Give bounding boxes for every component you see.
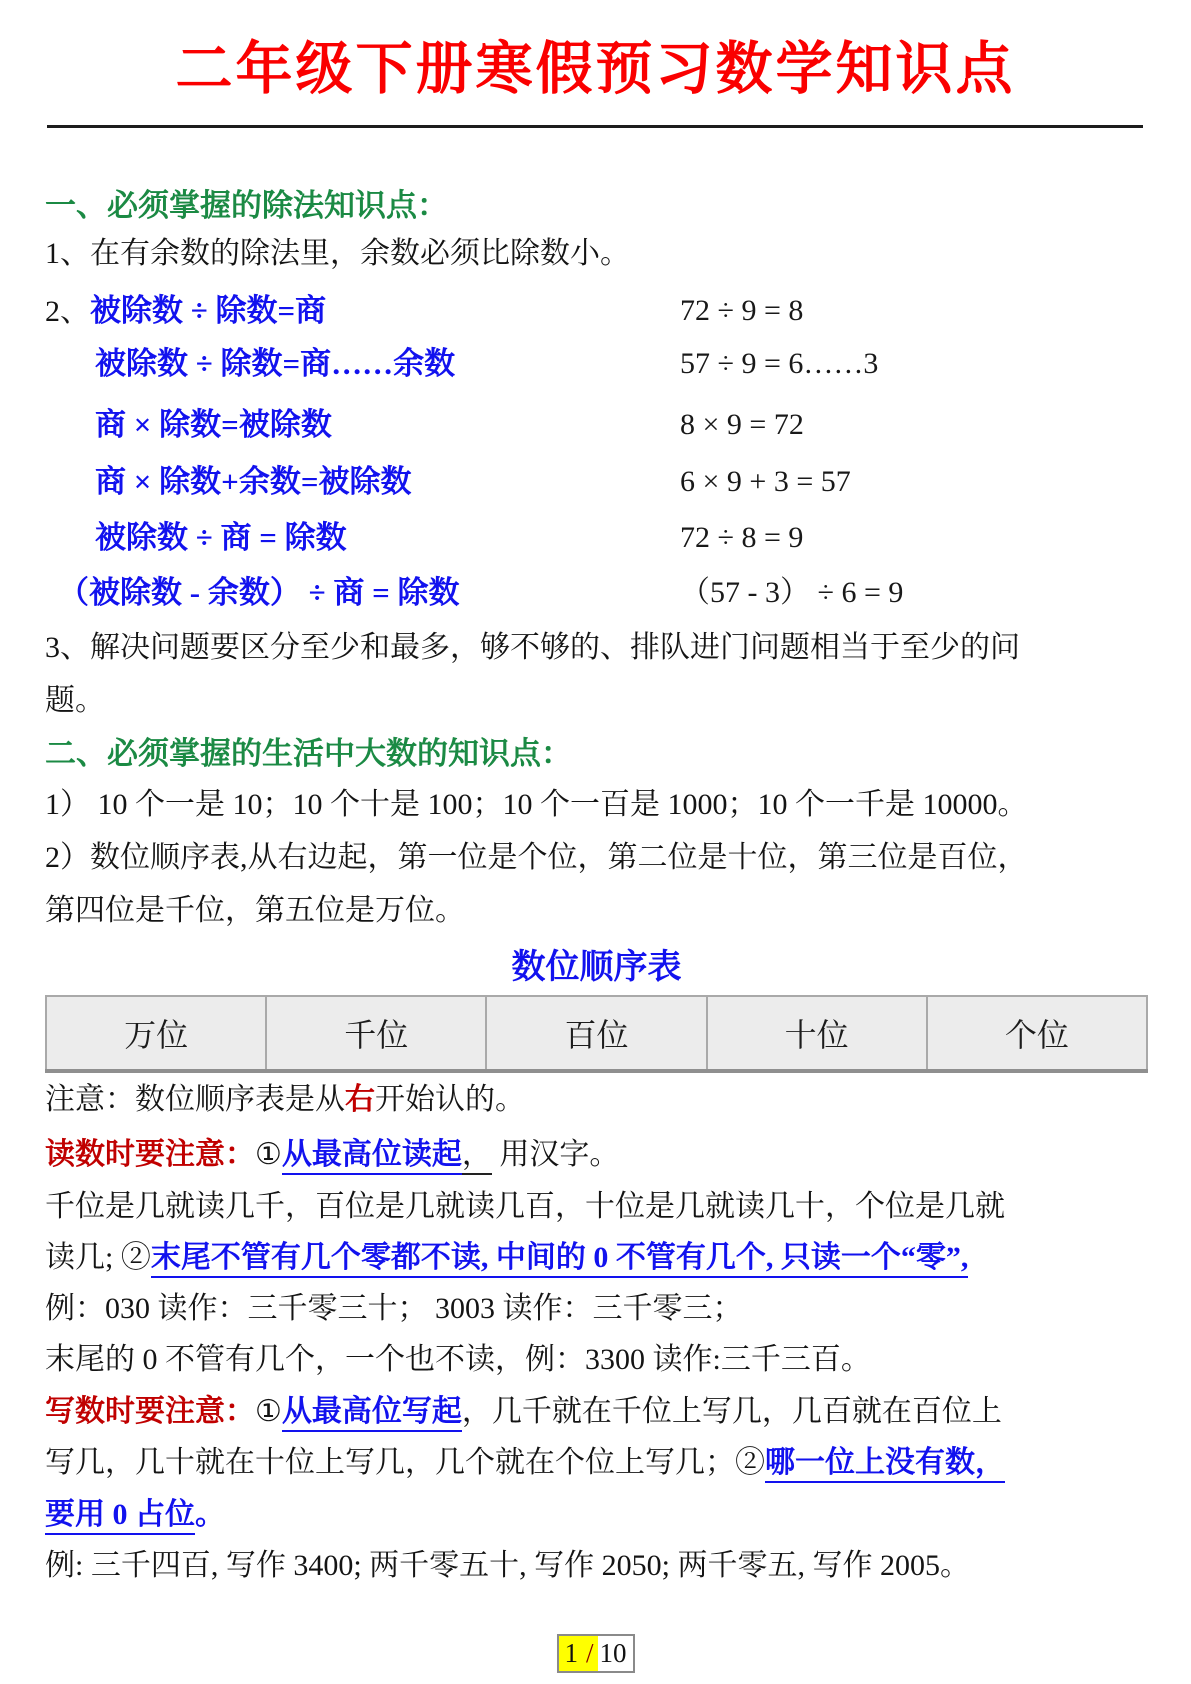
equation: 6 × 9 + 3 = 57 — [680, 465, 851, 498]
writing-rule-line3: 要用 0 占位。 — [45, 1489, 1148, 1541]
note-highlight-right: 右 — [345, 1083, 375, 1116]
page-number-highlight — [558, 1636, 597, 1671]
page-separator: / — [585, 1638, 594, 1668]
place-value-table — [45, 995, 1148, 1073]
circled-one: ① — [255, 1138, 282, 1171]
writing-rule1: 从最高位写起 — [282, 1395, 462, 1432]
writing-rule-line1: 写数时要注意：①从最高位写起，几千就在千位上写几，几百就在百位上 — [45, 1386, 1148, 1438]
table-note: 注意：数位顺序表是从右开始认的。 — [45, 1083, 525, 1116]
formula-dividend-minus-remainder: （被除数 - 余数） ÷ 商 = 除数 — [58, 575, 460, 610]
place-value-table-title: 数位顺序表 — [511, 949, 682, 986]
writing-label: 写数时要注意： — [45, 1395, 255, 1428]
writing-rule2: 哪一位上没有数， — [765, 1446, 1005, 1483]
writing-rule-line2: 写几，几十就在十位上写几，几个就在个位上写几；②哪一位上没有数， — [45, 1437, 1148, 1489]
section2-item1: 1） 10 个一是 10；10 个十是 100；10 个一百是 1000；10 个一千是 10000。 — [45, 788, 1028, 821]
section2-item2-line1: 2）数位顺序表,从右边起，第一位是个位，第二位是十位，第三位是百位， — [45, 841, 1028, 874]
page-number — [556, 1634, 634, 1673]
formula-row — [45, 567, 1148, 620]
circled-one: ① — [255, 1395, 282, 1428]
formula-row — [45, 285, 1148, 338]
section1-item3-line2: 题。 — [45, 684, 105, 717]
table-cell-bai: 百位 — [486, 996, 706, 1071]
formula-row — [45, 456, 1148, 509]
title-divider — [47, 125, 1143, 128]
table-cell-shi: 十位 — [707, 996, 927, 1071]
reading-rule-line1: 读数时要注意：①从最高位读起， 用汉字。 — [45, 1129, 1148, 1181]
formula-quotient-times-divisor: 商 × 除数=被除数 — [95, 407, 332, 442]
equation: 8 × 9 = 72 — [680, 408, 804, 441]
formula-row — [45, 399, 1148, 452]
section2-item2-line2: 第四位是千位，第五位是万位。 — [45, 894, 465, 927]
formula-dividend-div-quotient: 被除数 ÷ 商 = 除数 — [95, 520, 347, 555]
writing-example: 例: 三千四百, 写作 3400; 两千零五十, 写作 2050; 两千零五, 写作 2005。 — [45, 1549, 971, 1582]
table-cell-ge: 个位 — [927, 996, 1147, 1071]
section1-item1: 1、在有余数的除法里，余数必须比除数小。 — [45, 237, 630, 270]
reading-example2: 末尾的 0 不管有几个，一个也不读，例：3300 读作:三千三百。 — [45, 1343, 871, 1376]
table-cell-qian: 千位 — [266, 996, 486, 1071]
reading-rule2: 末尾不管有几个零都不读, 中间的 0 不管有几个, 只读一个“零”, — [151, 1241, 969, 1278]
equation: （57 - 3） ÷ 6 = 9 — [680, 576, 904, 609]
formula-dividend-divisor-quotient: 被除数 ÷ 除数=商 — [90, 293, 327, 328]
page-title: 二年级下册寒假预习数学知识点 — [175, 37, 1016, 101]
writing-rule3: 要用 0 占位 — [45, 1498, 195, 1535]
reading-rule-line3: 读几; ②末尾不管有几个零都不读, 中间的 0 不管有几个, 只读一个“零”, — [45, 1232, 1148, 1284]
formula-quotient-divisor-remainder: 商 × 除数+余数=被除数 — [95, 464, 412, 499]
reading-label: 读数时要注意： — [45, 1138, 255, 1171]
reading-rule-line2: 千位是几就读几千，百位是几就读几百，十位是几就读几十，个位是几就 — [45, 1190, 1005, 1223]
equation: 72 ÷ 8 = 9 — [680, 521, 804, 554]
formula-row — [45, 512, 1148, 565]
formula-with-remainder: 被除数 ÷ 除数=商……余数 — [95, 346, 456, 381]
reading-example1: 例：030 读作：三千零三十； 3003 读作：三千零三； — [45, 1292, 743, 1325]
section1-item3-line1: 3、解决问题要区分至少和最多，够不够的、排队进门问题相当于至少的问 — [45, 631, 1020, 664]
section2-heading: 二、必须掌握的生活中大数的知识点： — [45, 736, 572, 771]
current-page: 1 — [564, 1638, 578, 1668]
total-pages: 10 — [598, 1636, 633, 1671]
table-cell-wan: 万位 — [46, 996, 266, 1071]
table-header-row — [46, 996, 1147, 1071]
formula-row — [45, 338, 1148, 391]
equation: 72 ÷ 9 = 8 — [680, 294, 804, 327]
equation: 57 ÷ 9 = 6……3 — [680, 347, 879, 380]
reading-rule1: 从最高位读起 — [282, 1138, 462, 1175]
section1-heading: 一、必须掌握的除法知识点： — [45, 188, 448, 223]
item2-number: 2、 — [45, 295, 90, 328]
